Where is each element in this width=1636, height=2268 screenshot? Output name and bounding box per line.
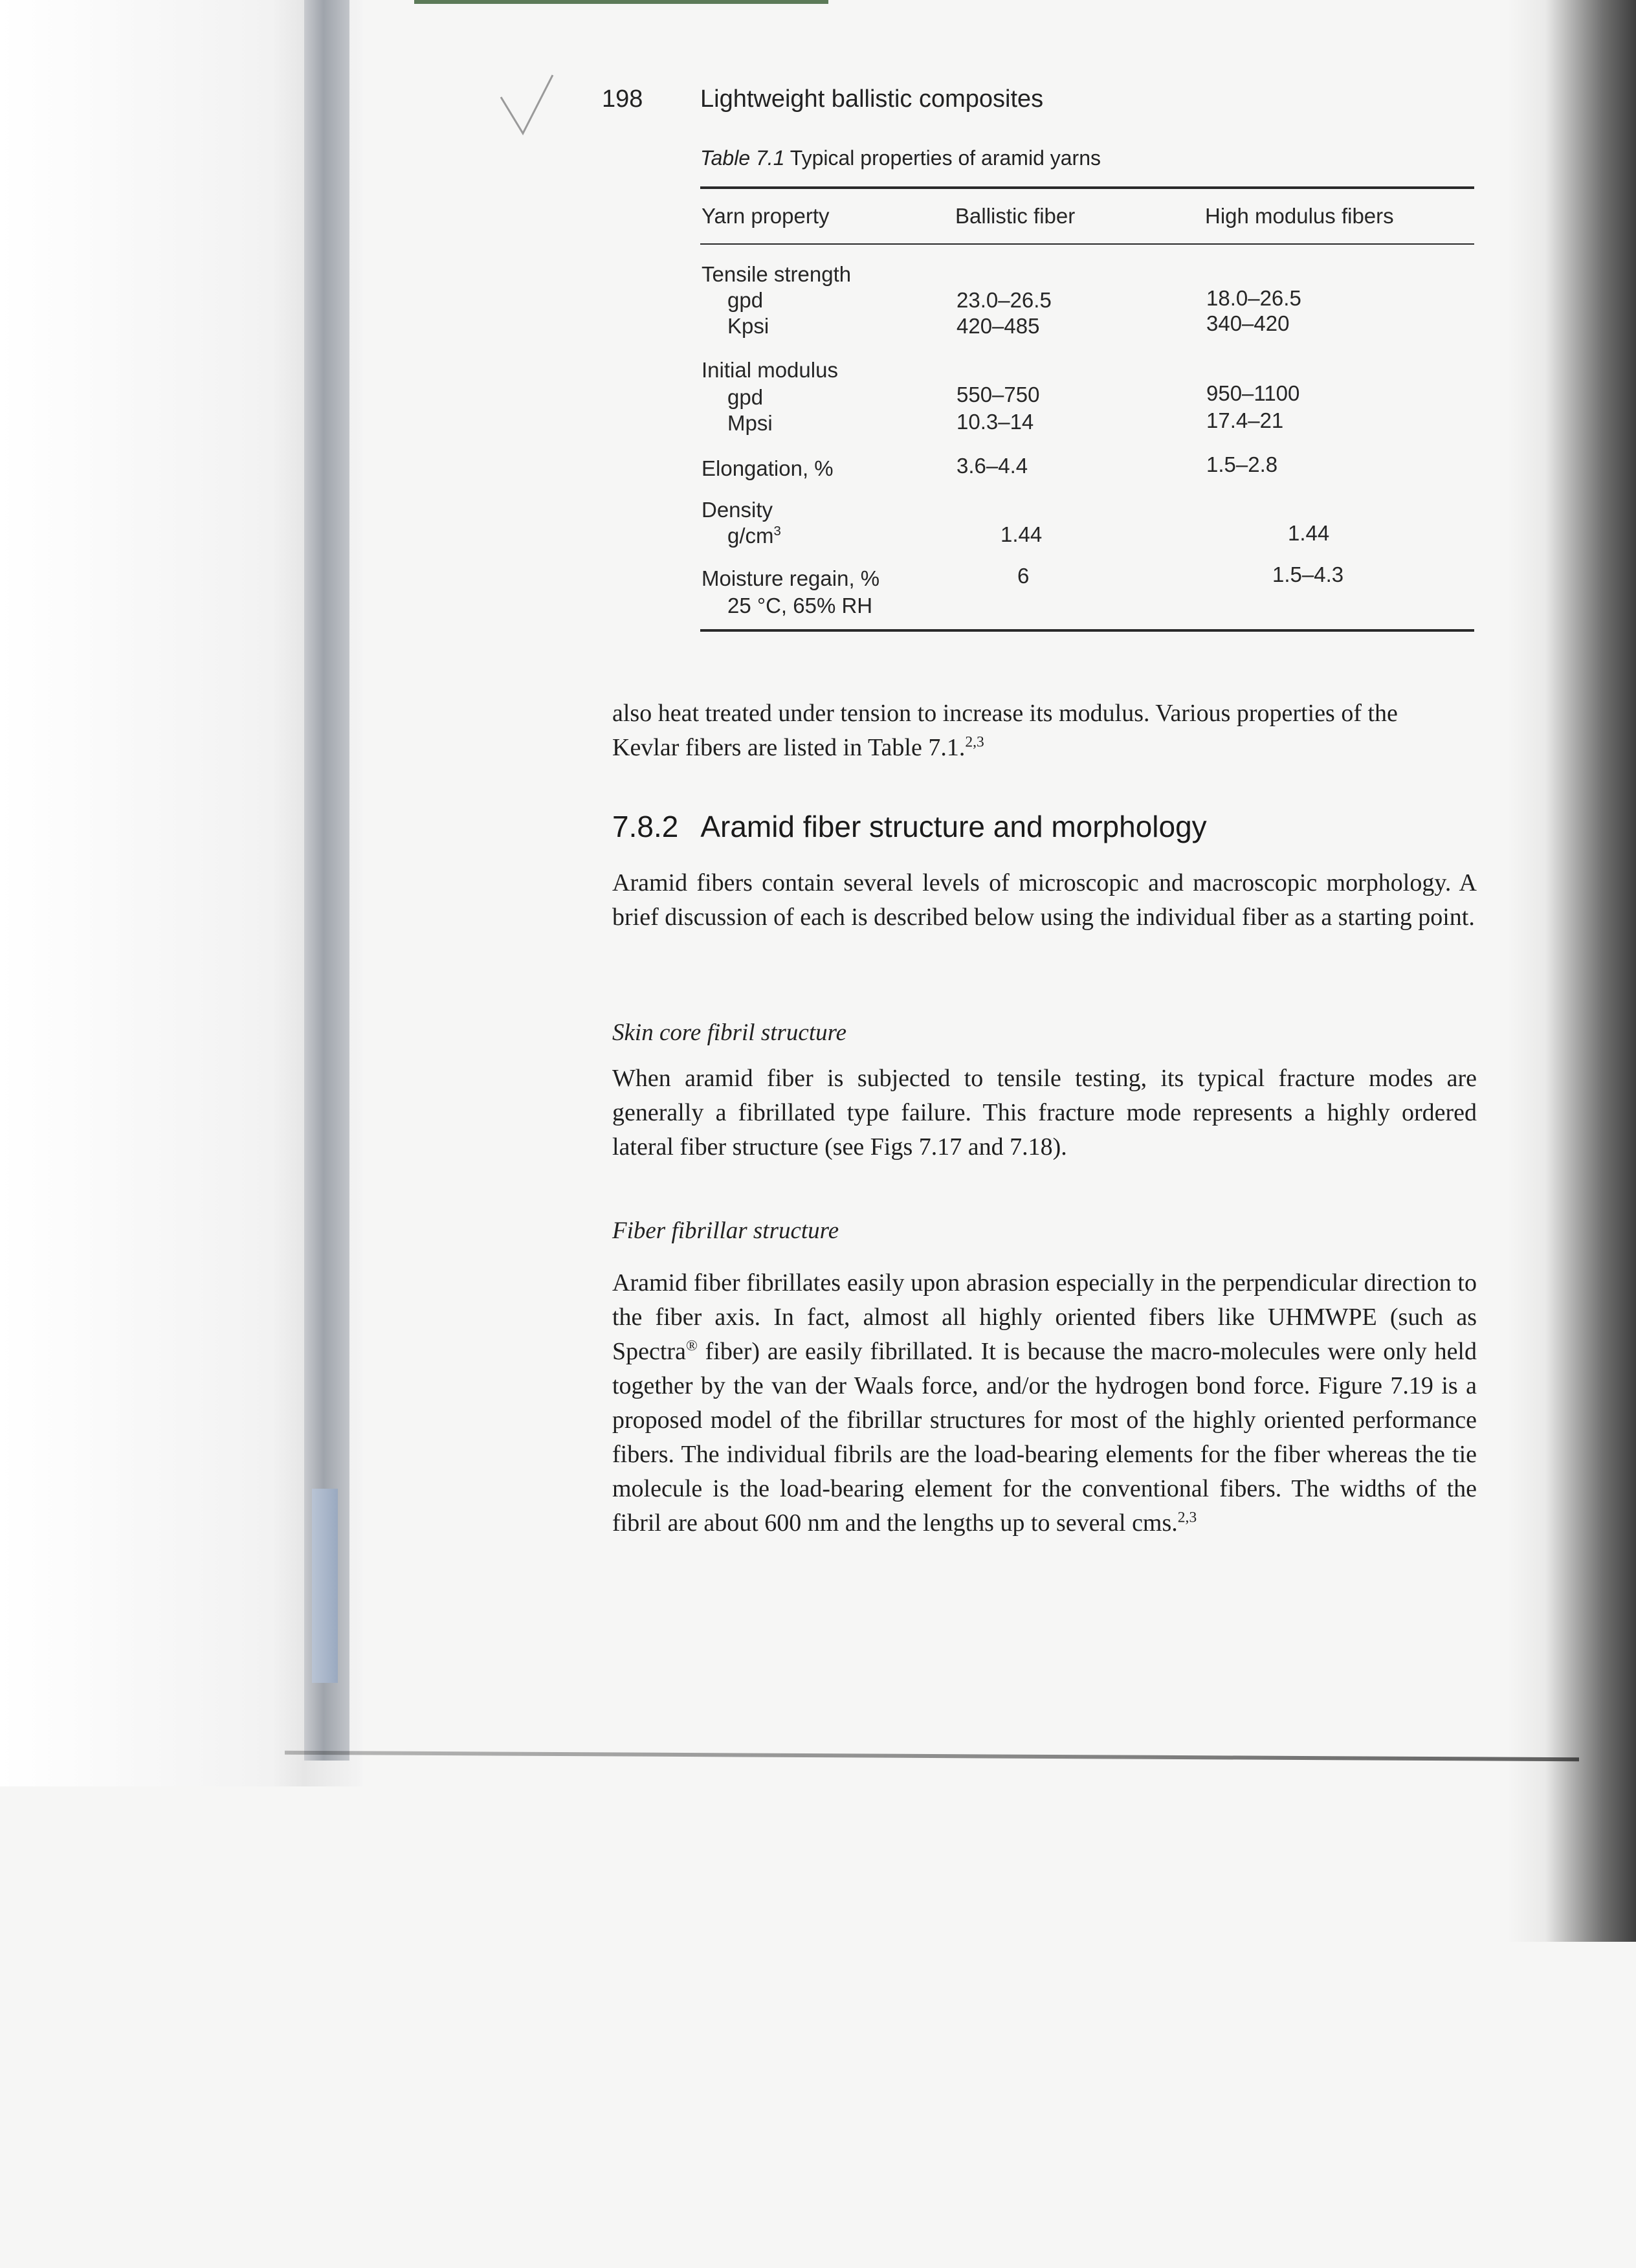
cell-im-gpd-ballistic: 550–750 [956,383,1040,406]
paragraph-skin-core: When aramid fiber is subjected to tensile testing, its typical fracture modes are generally a fibrillated type failure. This fracture mode represents a highly ordered lateral fiber structure (see Figs 7.17 and 7.18). [612,1065,1477,1161]
column-header-ballistic: Ballistic fiber [955,204,1076,228]
table-number: Table 7.1 [700,146,785,170]
cell-moisture-ballistic: 6 [1017,564,1030,588]
cell-im-mpsi-ballistic: 10.3–14 [956,410,1034,434]
paragraph-intro-line1: also heat treated under tension to increase its modulus. Various properties of the [612,700,1398,727]
row-label-ts-gpd: gpd [727,288,764,312]
table-top-rule [700,186,1474,189]
section-title: Aramid fiber structure and morphology [700,810,1207,843]
table-title: Typical properties of aramid yarns [790,146,1101,170]
cell-im-gpd-high-modulus: 950–1100 [1206,381,1300,405]
subheading-skin-core: Skin core fibril structure [612,1019,847,1046]
row-label-im-gpd: gpd [727,385,764,409]
row-label-tensile-strength: Tensile strength [702,262,852,286]
subheading-fibrillar: Fiber fibrillar structure [612,1217,839,1244]
row-label-moisture-conditions: 25 °C, 65% RH [727,594,873,617]
paragraph-fibrillar [612,1266,1477,1540]
cell-ts-gpd-high-modulus: 18.0–26.5 [1206,286,1301,310]
column-header-high-modulus: High modulus fibers [1205,204,1394,228]
paragraph-intro [612,696,1477,765]
cell-ts-kpsi-high-modulus: 340–420 [1206,311,1290,335]
row-label-density-unit [727,523,781,549]
cell-density-ballistic: 1.44 [1000,522,1043,546]
row-label-moisture-regain: Moisture regain, % [702,566,880,590]
row-label-im-mpsi: Mpsi [727,411,773,435]
table-bottom-rule [700,629,1474,632]
cell-ts-gpd-ballistic: 23.0–26.5 [956,288,1052,312]
section-heading [612,809,1207,844]
citation-superscript-2: 2,3 [1177,1509,1197,1526]
paragraph-fibrillar-part1: Aramid fiber fibrillates easily upon abrasion especially in the perpendicular direction to the fiber axis. In fact, almost all highly oriented fibers like UHMWPE (such as Spectra [612,1269,1477,1365]
paragraph-fibrillar-part2: fiber) are easily fibrillated. It is because the macro-molecules were only held together by the van der Waals force, and/or the hydrogen bond force. Figure 7.19 is a proposed model of the fibrillar structures for most of the highly oriented performance fibers. The individual fibrils are the load-bearing elements for the fiber whereas the tie molecule is the load-bearing element for the conventional fibers. The widths of the fibril are about 600 nm and the lengths up to several cms. [612,1338,1477,1537]
row-label-elongation: Elongation, % [702,456,834,480]
cell-elongation-ballistic: 3.6–4.4 [956,454,1028,478]
column-header-property: Yarn property [702,204,830,228]
table-header-rule [700,243,1474,245]
row-label-initial-modulus: Initial modulus [702,358,838,382]
cell-elongation-high-modulus: 1.5–2.8 [1206,452,1278,476]
density-unit-text: g/cm [727,524,774,548]
table-caption [700,146,1101,170]
paragraph-intro-line2: Kevlar fibers are listed in Table 7.1. [612,734,966,761]
cell-moisture-high-modulus: 1.5–4.3 [1272,562,1344,586]
registered-mark: ® [685,1337,698,1355]
cell-ts-kpsi-ballistic: 420–485 [956,314,1040,338]
row-label-density: Density [702,498,773,522]
density-unit-exponent: 3 [773,524,781,539]
cell-density-high-modulus: 1.44 [1288,521,1330,545]
citation-superscript: 2,3 [965,733,984,751]
section-number: 7.8.2 [612,810,679,843]
paragraph-morphology: Aramid fibers contain several levels of microscopic and macroscopic morphology. A brief discussion of each is described below using the individual fiber as a starting point. [612,869,1477,931]
page-number: 198 [602,85,643,113]
running-title: Lightweight ballistic composites [700,85,1044,113]
cell-im-mpsi-high-modulus: 17.4–21 [1206,408,1284,432]
row-label-ts-kpsi: Kpsi [727,314,769,338]
